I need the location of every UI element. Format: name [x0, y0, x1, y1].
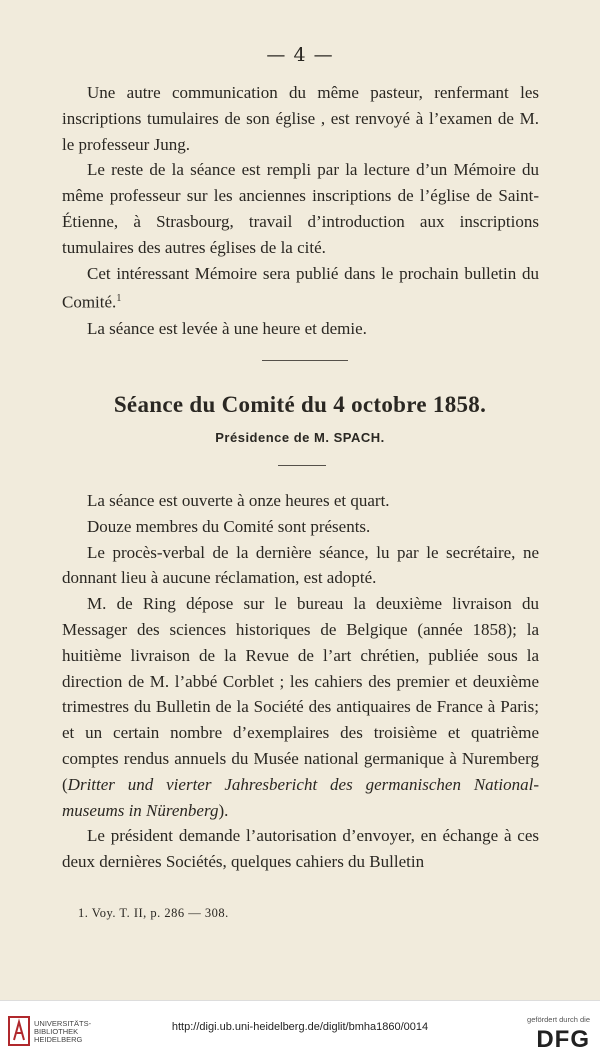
page-number: — 4 — [266, 44, 334, 66]
source-url[interactable]: http://digi.ub.uni-heidelberg.de/diglit/bmha1860/0014 [171, 1021, 429, 1033]
divider [262, 360, 348, 361]
body-text [62, 488, 539, 875]
section-title: Séance du Comité du 4 octobre 1858. [113, 392, 487, 417]
library-name: UNIVERSITÄTS- BIBLIOTHEK HEIDELBERG [34, 1019, 92, 1044]
paragraph: Le président demande l’autorisation d’envoyer, en échange à ces deux dernières Sociétés, quelques cahiers du Bulletin [62, 826, 539, 872]
footnote: 1. Voy. T. II, p. 286 — 308. [78, 906, 229, 920]
footnote-marker: 1 [116, 293, 122, 305]
paragraph: Cet intéressant Mémoire sera publié dans le prochain bulletin du Comité.$^1$ [62, 263, 539, 313]
dfg-logo: DFG [536, 1026, 590, 1053]
paragraph: Une autre communication du même pasteur, renfermant les inscriptions tumulaires de son église , est renvoyé à l’examen de M. le professeur Jung. [62, 83, 539, 154]
paragraph: Le reste de la séance est rempli par la lecture d’un Mémoire du même professeur sur les anciennes inscriptions de l’église de Saint-Étienne, à Strasbourg, travail d’introduction aux inscriptions tumulaires des autres églises de la cité. [62, 160, 539, 257]
paragraph: Le procès-verbal de la dernière séance, lu par le secrétaire, ne donnant lieu à aucune réclamation, est adopté. [62, 542, 539, 588]
paragraph: Douze membres du Comité sont présents. [87, 516, 371, 536]
presidence-line: Présidence de M. SPACH. [215, 430, 385, 445]
intro-text [62, 80, 539, 342]
paragraph: M. de Ring dépose sur le bureau la deuxième livraison du Messager des sciences historiques de Belgique (année 1858); la huitième livraison de la Revue de l’art chrétien, publiée sous la direction de M. l’abbé Corblet ; les cahiers des premier et deuxième trimestres du Bulletin de la Société des antiquaires de France à Paris; et un certain nombre d’exemplaires des troisième et quatrième comptes rendus annuels du Musée national germanique à Nuremberg (Dritter und vierter Jahresbericht des germanischen National-museums in Nürenberg). [62, 594, 539, 820]
divider [278, 465, 326, 466]
german-title: Dritter und vierter Jahresbericht des germanischen National-museums in Nürenberg [62, 774, 539, 820]
paragraph: La séance est levée à une heure et demie. [87, 318, 367, 338]
funding-caption: gefördert durch die [527, 1015, 590, 1024]
paragraph: La séance est ouverte à onze heures et quart. [87, 491, 390, 510]
